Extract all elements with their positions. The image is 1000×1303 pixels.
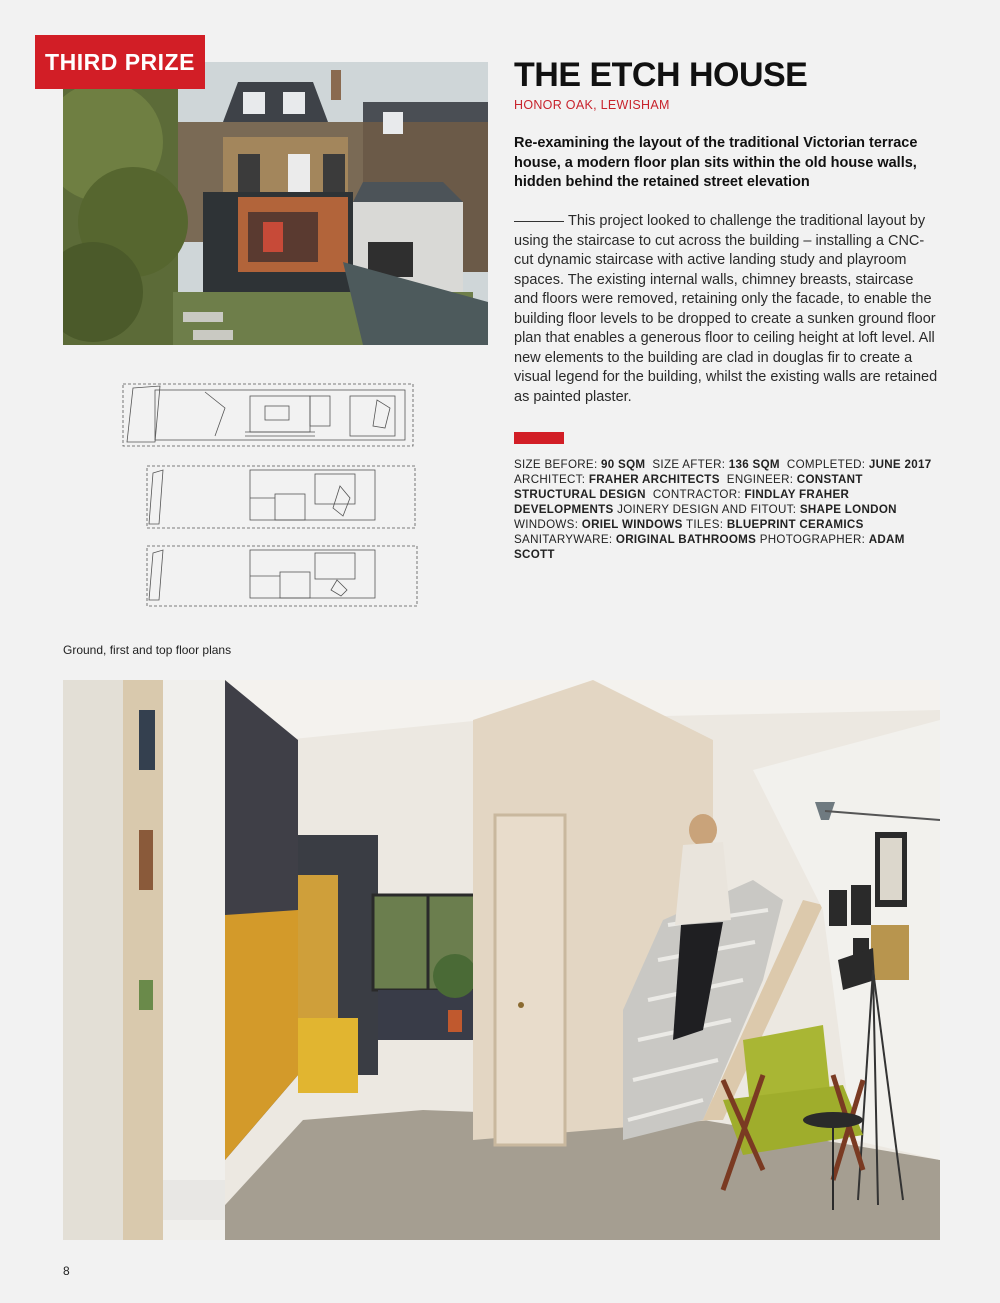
body-rule: [514, 221, 564, 222]
credit-value: 90 SQM: [601, 458, 646, 471]
floor-plans: [115, 378, 425, 618]
credit-label: SIZE AFTER:: [652, 458, 726, 471]
credit-label: CONTRACTOR:: [652, 488, 741, 501]
credit-value: 136 SQM: [728, 458, 780, 471]
floor-plans-drawing: [115, 378, 425, 618]
credit-value: FINDLAY FRAHER DEVELOPMENTS: [514, 488, 850, 516]
credit-value: BLUEPRINT CERAMICS: [726, 518, 864, 531]
credit-label: JOINERY DESIGN AND FITOUT:: [617, 503, 797, 516]
article-lede: Re-examining the layout of the traditional Victorian terrace house, a modern floor plan sits within the old house walls, hidden behind the retained street elevation: [514, 135, 918, 190]
exterior-photo: [63, 62, 488, 345]
exterior-photo-illustration: [63, 62, 488, 345]
credit-value: ORIEL WINDOWS: [581, 518, 683, 531]
credit-value: CONSTANT STRUCTURAL DESIGN: [514, 473, 863, 501]
credit-value: JUNE 2017: [868, 458, 932, 471]
credit-value: ORIGINAL BATHROOMS: [615, 533, 757, 546]
article-title: THE ETCH HOUSE: [514, 56, 808, 94]
interior-photo-illustration: [63, 680, 940, 1240]
credit-label: ENGINEER:: [726, 473, 794, 486]
credit-label: SIZE BEFORE:: [514, 458, 598, 471]
credit-label: TILES:: [686, 518, 724, 531]
credit-label: WINDOWS:: [514, 518, 579, 531]
interior-photo: [63, 680, 940, 1240]
project-credits: [514, 457, 939, 562]
credit-label: SANITARYWARE:: [514, 533, 613, 546]
credit-label: ARCHITECT:: [514, 473, 586, 486]
article-location: HONOR OAK, LEWISHAM: [514, 98, 670, 112]
article-body: [514, 212, 939, 407]
credit-label: PHOTOGRAPHER:: [759, 533, 866, 546]
third-prize-badge: THIRD PRIZE: [35, 35, 205, 89]
credit-value: ADAM SCOTT: [514, 533, 905, 561]
page-number: 8: [63, 1264, 70, 1278]
accent-bar: [514, 432, 564, 444]
plans-caption: Ground, first and top floor plans: [63, 643, 232, 657]
article-body-text: This project looked to challenge the traditional layout by using the staircase to cut across the building – installing a CNC-cut dynamic staircase with active landing study and playroom spaces. The existing internal walls, chimney breasts, staircase and floors were removed, retaining only the facade, to enable the building floor levels to be dropped to create a sunken ground floor plan that enables a generous floor to ceiling height at loft level. All new elements to the building are clad in douglas fir to create a visual legend for the building, whilst the existing walls are retained as painted plaster.: [514, 213, 938, 405]
credit-label: COMPLETED:: [786, 458, 866, 471]
credit-value: SHAPE LONDON: [799, 503, 897, 516]
credit-value: FRAHER ARCHITECTS: [588, 473, 720, 486]
